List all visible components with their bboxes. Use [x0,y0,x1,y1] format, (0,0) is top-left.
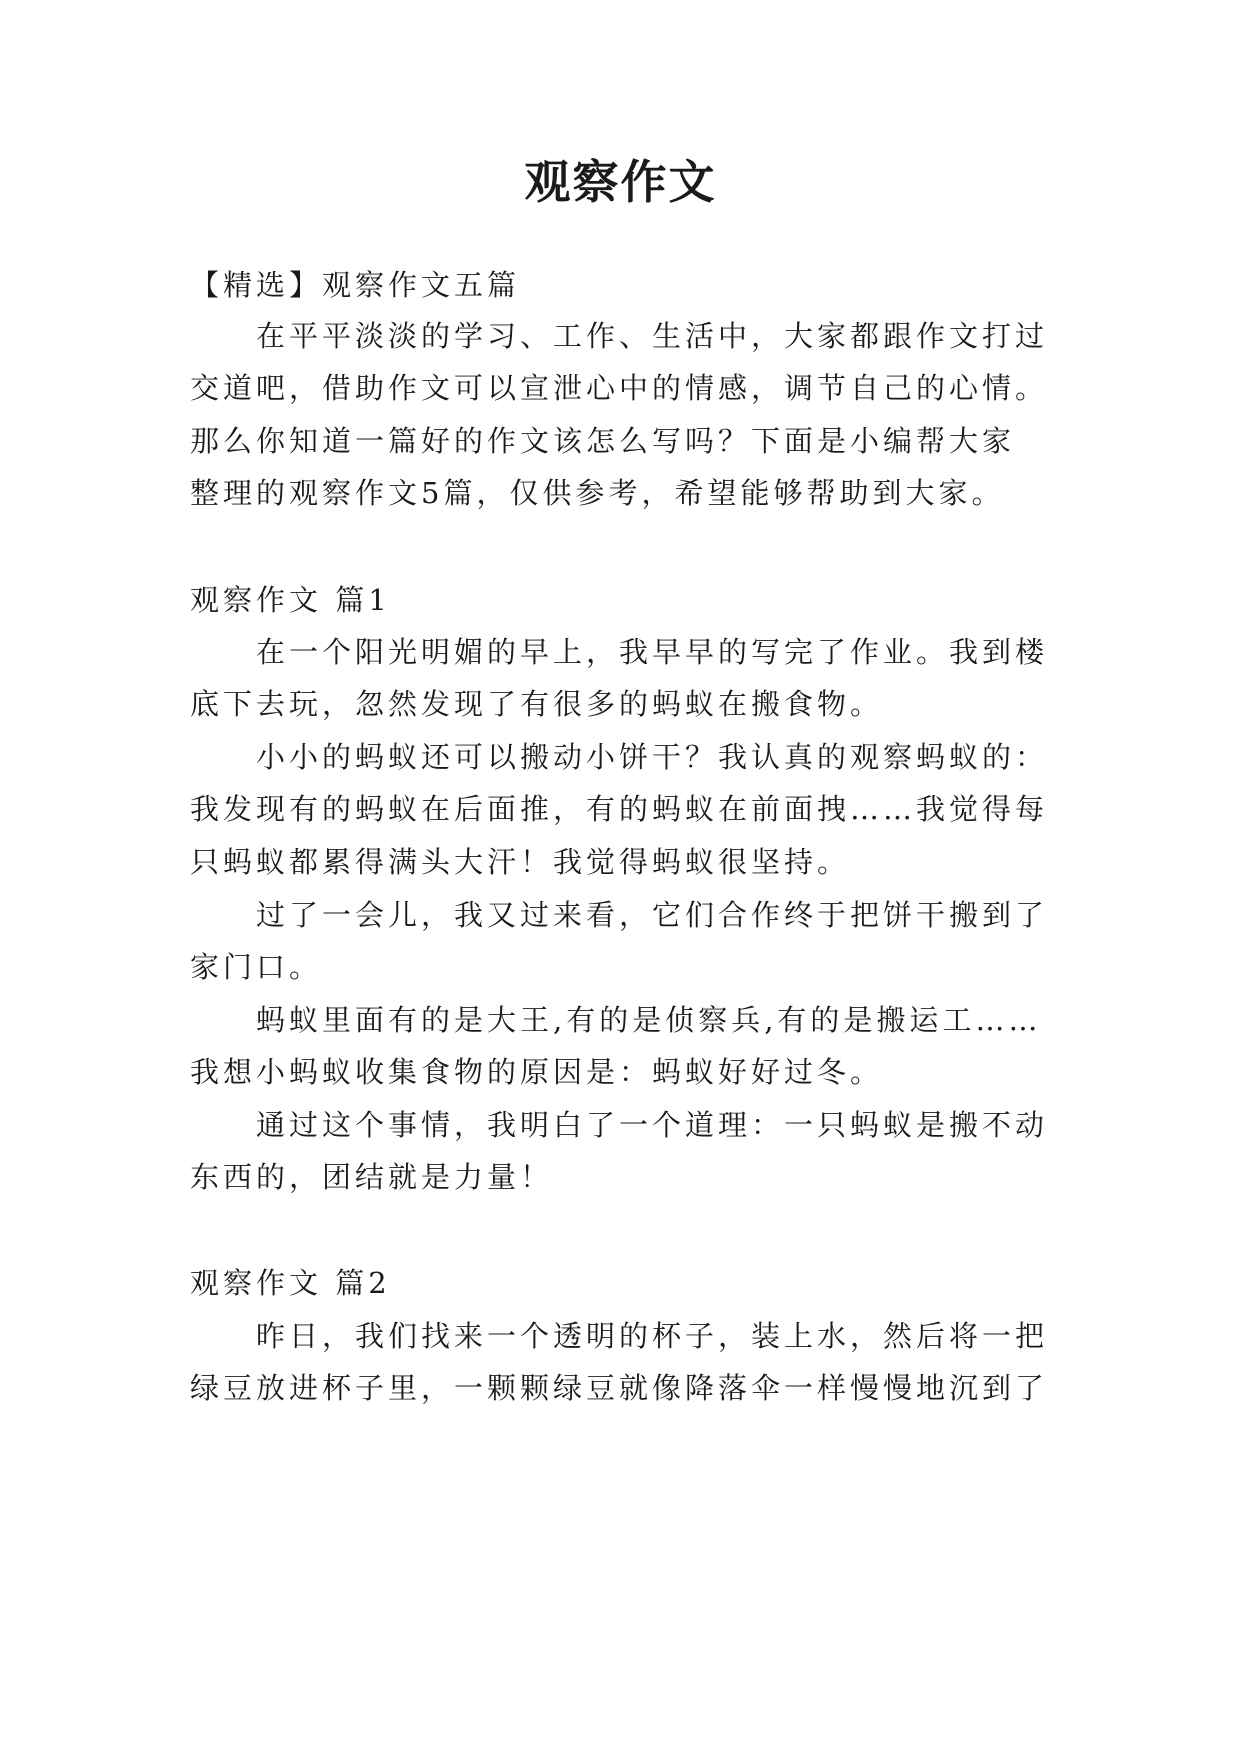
essay-1-line: 我发现有的蚂蚁在后面推，有的蚂蚁在前面拽……我觉得每 [190,792,1049,826]
essay-1-line: 通过这个事情，我明白了一个道理：一只蚂蚁是搬不动 [256,1108,1049,1142]
intro-line: 交道吧，借助作文可以宣泄心中的情感，调节自己的心情。 [190,371,1049,405]
intro-heading: 【精选】观察作文五篇 [190,268,521,302]
essay-1-line: 东西的，团结就是力量！ [190,1160,554,1194]
page-title: 观察作文 [524,155,717,209]
essay-2-heading: 观察作文 篇2 [190,1266,391,1300]
intro-line: 那么你知道一篇好的作文该怎么写吗？下面是小编帮大家 [190,424,1016,458]
essay-1-line: 家门口。 [190,950,323,984]
essay-1-line: 蚂蚁里面有的是大王,有的是侦察兵,有的是搬运工…… [256,1003,1042,1037]
essay-1-line: 只蚂蚁都累得满头大汗！我觉得蚂蚁很坚持。 [190,845,851,879]
essay-1-line: 小小的蚂蚁还可以搬动小饼干？我认真的观察蚂蚁的： [256,740,1049,774]
intro-line: 整理的观察作文5篇，仅供参考，希望能够帮助到大家。 [190,476,1005,510]
essay-2-line: 绿豆放进杯子里，一颗颗绿豆就像降落伞一样慢慢地沉到了 [190,1371,1049,1405]
essay-1-line: 在一个阳光明媚的早上，我早早的写完了作业。我到楼 [256,635,1049,669]
essay-1-line: 我想小蚂蚁收集食物的原因是：蚂蚁好好过冬。 [190,1055,884,1089]
essay-2-line: 昨日，我们找来一个透明的杯子，装上水，然后将一把 [256,1319,1049,1353]
essay-1-line: 过了一会儿，我又过来看，它们合作终于把饼干搬到了 [256,898,1049,932]
intro-line: 在平平淡淡的学习、工作、生活中，大家都跟作文打过 [256,319,1049,353]
essay-1-heading: 观察作文 篇1 [190,583,391,617]
essay-1-line: 底下去玩，忽然发现了有很多的蚂蚁在搬食物。 [190,687,884,721]
